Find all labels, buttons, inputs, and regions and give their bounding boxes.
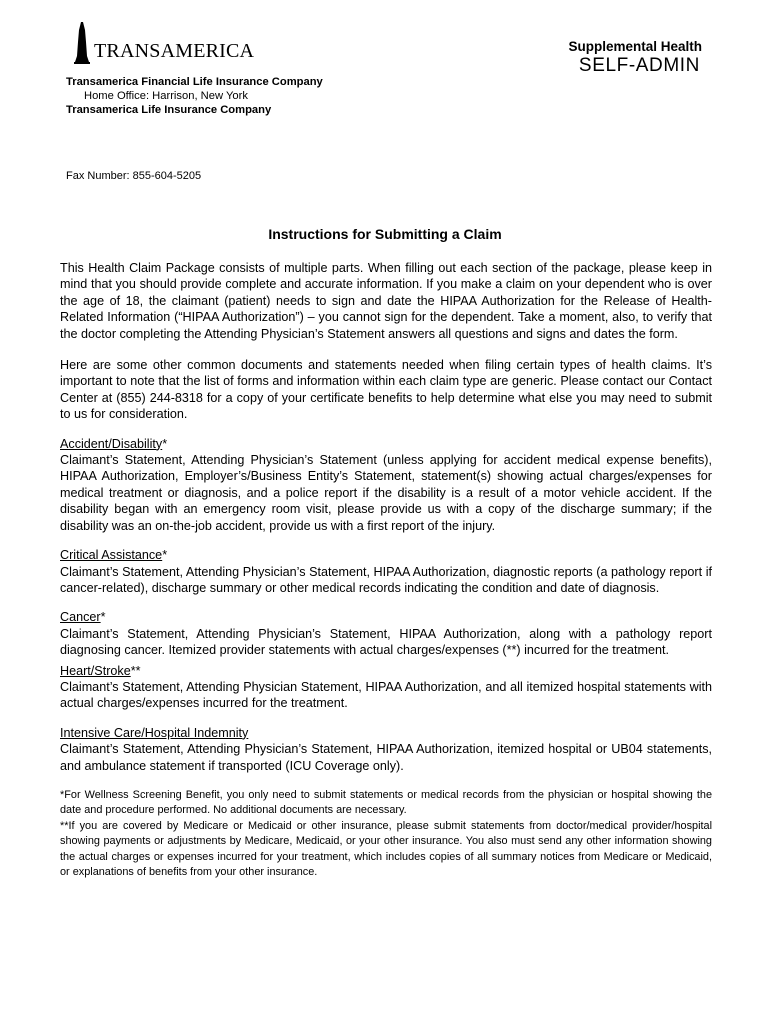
brand-name: TRANSAMERICA (94, 40, 255, 62)
section-body: Claimant’s Statement, Attending Physician’s Statement, HIPAA Authorization, along with a pathology report diagnosing cancer. Itemized provider statements with actual charges/expenses (**) incurred for the treatment. (60, 626, 712, 658)
section-body: Claimant’s Statement, Attending Physician Statement, HIPAA Authorization, and all itemized hospital statements with actual charges/expenses incurred for the treatment. (60, 679, 712, 711)
section-title: Accident/Disability (60, 436, 163, 451)
page-title: Instructions for Submitting a Claim (268, 226, 502, 242)
section-intensive-care (60, 725, 712, 774)
section-mark: * (100, 610, 106, 625)
section-body: Claimant’s Statement, Attending Physician’s Statement (unless applying for accident medical expense benefits), HIPAA Authorization, Employer’s/Business Entity’s Statement, statement(s) showing actual charges/expenses for medical treatment or diagnosis, and a police report if the disability is a result of a motor vehicle accident. If the disability began with an emergency room visit, please provide us with a copy of the discharge summary; if the disability was an on-the-job accident, provide us with a first report of the injury. (60, 453, 712, 533)
transamerica-logo (72, 22, 262, 66)
instructions-body (60, 260, 712, 880)
supplemental-health-label: Supplemental Health (568, 39, 702, 54)
section-title: Critical Assistance (60, 548, 163, 563)
intro-paragraph-2: Here are some other common documents and statements needed when filing certain types of health claims. It’s important to note that the list of forms and information within each claim type are generic. Please contact our Contact Center at (855) 244-8318 for a copy of your certificate benefits to help determine what else you may need to submit to us for consideration. (60, 358, 712, 422)
footnote-medicare: **If you are covered by Medicare or Medicaid or other insurance, please submit statements from doctor/medical provider/hospital showing payments or adjustments by Medicare, Medicaid, or your other insurance. You also must send any other information showing the actual charges or expenses incurred for your treatment, which includes copies of all summary notices from Medicare or Medicaid, or explanations of benefits from your other insurance. (60, 819, 712, 878)
section-body: Claimant’s Statement, Attending Physician’s Statement, HIPAA Authorization, diagnostic reports (a pathology report if cancer-related), discharge summary or other medical records indicating the condition and date of diagnosis. (60, 564, 712, 595)
company-name-1: Transamerica Financial Life Insurance Company (66, 76, 323, 88)
section-heart-stroke (60, 663, 712, 712)
fax-number: Fax Number: 855-604-5205 (66, 170, 202, 182)
company-name-2: Transamerica Life Insurance Company (66, 104, 272, 116)
section-title: Heart/Stroke (60, 663, 131, 678)
self-admin-label: SELF-ADMIN (578, 55, 700, 76)
section-title: Intensive Care/Hospital Indemnity (60, 725, 249, 740)
section-mark: * (162, 548, 168, 563)
section-cancer (60, 609, 712, 658)
section-mark: ** (130, 663, 141, 678)
home-office: Home Office: Harrison, New York (84, 90, 248, 102)
section-accident-disability (60, 436, 712, 534)
pyramid-tower-icon (72, 22, 92, 64)
section-mark: * (162, 436, 168, 451)
section-critical-assistance (60, 547, 712, 596)
footnotes (60, 788, 712, 880)
footnote-wellness: *For Wellness Screening Benefit, you only need to submit statements or medical records from the physician or hospital showing the date and procedure performed. No additional documents are necessary. (60, 788, 712, 817)
section-body: Claimant’s Statement, Attending Physician’s Statement, HIPAA Authorization, itemized hospital or UB04 statements, and ambulance statement if transported (ICU Coverage only). (60, 742, 712, 773)
section-title: Cancer (60, 610, 101, 625)
intro-paragraph-1: This Health Claim Package consists of multiple parts. When filling out each section of the package, please keep in mind that you should provide complete and accurate information. If you make a claim on your dependent who is over the age of 18, the claimant (patient) needs to sign and date the HIPAA Authorization for the Release of Health-Related Information (“HIPAA Authorization”) – you cannot sign for the dependent. Take a moment, also, to verify that the doctor completing the Attending Physician’s Statement answers all questions and signs and dates the form. (60, 261, 712, 341)
